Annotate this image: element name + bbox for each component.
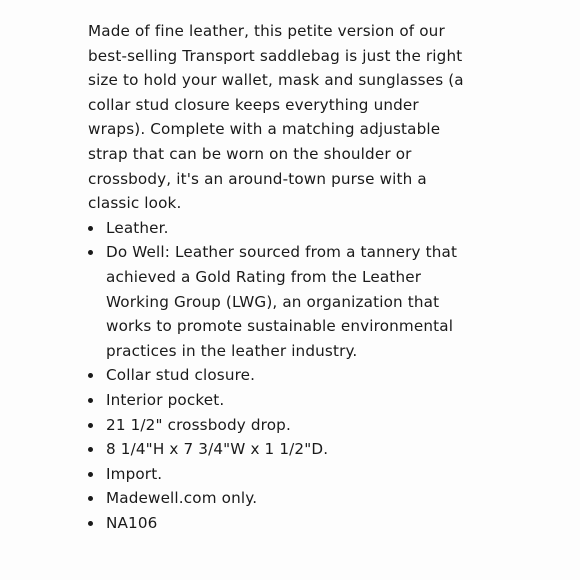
bullet-icon bbox=[88, 226, 93, 231]
product-details bbox=[88, 19, 478, 535]
feature-text: NA106 bbox=[106, 513, 158, 532]
bullet-icon bbox=[88, 373, 93, 378]
feature-text: Interior pocket. bbox=[106, 390, 225, 409]
bullet-icon bbox=[88, 398, 93, 403]
product-description: Made of fine leather, this petite version of our best-selling Transport saddlebag is just the right size to hold your wallet, mask and sunglasses (a collar stud closure keeps everything under wraps). Complete with a matching adjustable strap that can be worn on the shoulder or crossbody, it's an around-town purse with a classic look. bbox=[88, 22, 464, 213]
bullet-icon bbox=[88, 447, 93, 452]
feature-text: 8 1/4"H x 7 3/4"W x 1 1/2"D. bbox=[106, 440, 329, 459]
list-item bbox=[88, 240, 478, 363]
list-item bbox=[88, 437, 478, 462]
list-item bbox=[88, 388, 478, 413]
list-item bbox=[88, 216, 478, 241]
list-item bbox=[88, 363, 478, 388]
bullet-icon bbox=[88, 496, 93, 501]
feature-list bbox=[88, 216, 478, 536]
list-item bbox=[88, 413, 478, 438]
feature-text: Import. bbox=[106, 464, 163, 483]
list-item bbox=[88, 511, 478, 536]
bullet-icon bbox=[88, 472, 93, 477]
feature-text: 21 1/2" crossbody drop. bbox=[106, 415, 291, 434]
feature-text: Do Well: Leather sourced from a tannery that achieved a Gold Rating from the Leather Working Group (LWG), an organization that works to promote sustainable environmental practices in the leather industry. bbox=[106, 243, 458, 360]
list-item bbox=[88, 462, 478, 487]
list-item bbox=[88, 486, 478, 511]
bullet-icon bbox=[88, 423, 93, 428]
bullet-icon bbox=[88, 521, 93, 526]
bullet-icon bbox=[88, 250, 93, 255]
feature-text: Collar stud closure. bbox=[106, 366, 256, 385]
feature-text: Leather. bbox=[106, 218, 169, 237]
feature-text: Madewell.com only. bbox=[106, 489, 258, 508]
